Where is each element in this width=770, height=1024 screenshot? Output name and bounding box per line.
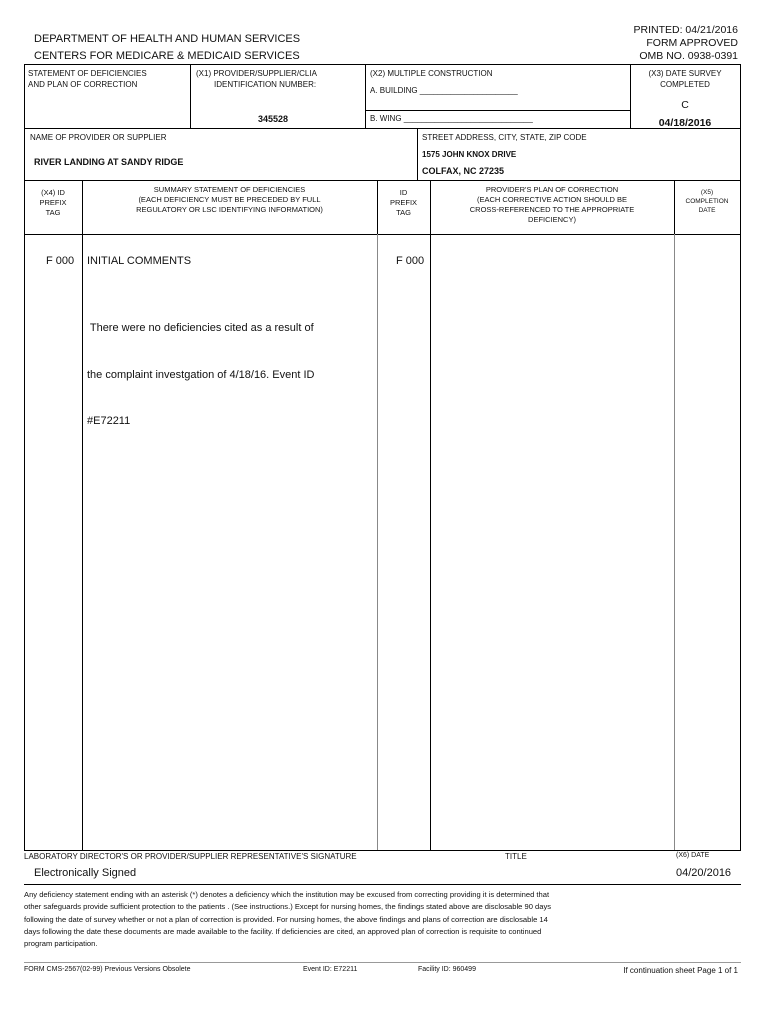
x5-header: (X5) COMPLETION DATE bbox=[685, 189, 729, 214]
frame-right bbox=[740, 64, 741, 850]
facility-id: Facility ID: 960499 bbox=[418, 966, 476, 973]
x3-label-1: (X3) DATE SURVEY bbox=[648, 69, 722, 78]
x2-label: (X2) MULTIPLE CONSTRUCTION bbox=[370, 69, 493, 78]
provider-name-label: NAME OF PROVIDER OR SUPPLIER bbox=[30, 133, 167, 142]
signature-label: LABORATORY DIRECTOR'S OR PROVIDER/SUPPLIER REPRESENTATIVE'S SIGNATURE bbox=[24, 852, 357, 861]
x3-label-2: COMPLETED bbox=[660, 80, 710, 89]
x1-label-1: (X1) PROVIDER/SUPPLIER/CLIA bbox=[196, 69, 317, 78]
event-id: Event ID: E72211 bbox=[303, 966, 358, 973]
frame-top bbox=[24, 64, 741, 65]
date-label: (X6) DATE bbox=[676, 852, 710, 859]
frame-left bbox=[24, 64, 25, 850]
statement-label-1: STATEMENT OF DEFICIENCIES bbox=[28, 69, 147, 78]
signature-date: 04/20/2016 bbox=[676, 867, 732, 879]
statement-label-2: AND PLAN OF CORRECTION bbox=[28, 80, 138, 89]
provider-id-number: 345528 bbox=[258, 114, 289, 124]
building-line: A. BUILDING ______________________ bbox=[370, 86, 518, 95]
id-header: ID PREFIX TAG bbox=[389, 188, 418, 217]
tag-left: F 000 bbox=[46, 255, 75, 267]
summary-header: SUMMARY STATEMENT OF DEFICIENCIES (EACH DEFICIENCY MUST BE PRECEDED BY FULL REGULATORY OR LSC IDENTIFYING INFORMATION) bbox=[136, 185, 323, 214]
comment-text: There were no deficiencies cited as a result of the complaint investgation of 4/18/16. Event ID #E72211 bbox=[87, 322, 315, 427]
x4-header: (X4) ID PREFIX TAG bbox=[39, 188, 67, 217]
wing-line: B. WING _____________________________ bbox=[370, 114, 533, 123]
city-state-zip: COLFAX, NC 27235 bbox=[422, 166, 505, 176]
title-label: TITLE bbox=[505, 852, 527, 861]
department-name: DEPARTMENT OF HEALTH AND HUMAN SERVICES bbox=[34, 33, 301, 45]
omb-number: OMB NO. 0938-0391 bbox=[639, 50, 738, 62]
plan-header: PROVIDER'S PLAN OF CORRECTION (EACH CORRECTIVE ACTION SHOULD BE CROSS-REFERENCED TO THE APPROPRIATE DEFICIENCY) bbox=[469, 185, 635, 224]
initial-comments-heading: INITIAL COMMENTS bbox=[87, 255, 192, 267]
form-approved: FORM APPROVED bbox=[646, 37, 738, 49]
survey-code: C bbox=[681, 99, 689, 111]
x1-label-2: IDENTIFICATION NUMBER: bbox=[214, 80, 317, 89]
page-indicator: If continuation sheet Page 1 of 1 bbox=[623, 966, 738, 975]
provider-name: RIVER LANDING AT SANDY RIDGE bbox=[34, 157, 184, 167]
tag-right: F 000 bbox=[396, 255, 425, 267]
address-label: STREET ADDRESS, CITY, STATE, ZIP CODE bbox=[422, 133, 587, 142]
street-address: 1575 JOHN KNOX DRIVE bbox=[422, 150, 517, 159]
survey-date: 04/18/2016 bbox=[658, 117, 712, 129]
centers-name: CENTERS FOR MEDICARE & MEDICAID SERVICES bbox=[34, 50, 300, 62]
electronic-signature: Electronically Signed bbox=[34, 867, 137, 879]
printed-date: PRINTED: 04/21/2016 bbox=[633, 24, 738, 36]
form-number: FORM CMS-2567(02-99) Previous Versions Obsolete bbox=[24, 966, 191, 973]
disclaimer-text: Any deficiency statement ending with an asterisk (*) denotes a deficiency which the institution may be excused from correcting providing it is determined that other safeguards provide sufficient protection to the patients . (See instructions.) Except for nursing homes, the findings stated above are disclosable 90 days following the date of survey whether or not a plan of correction is provided. For nursing homes, the above findings and plans of correction are disclosable 14 days following the date these documents are made available to the facility. If deficiencies are cited, an approved plan of correction is requisite to continued program participation. bbox=[24, 890, 552, 949]
